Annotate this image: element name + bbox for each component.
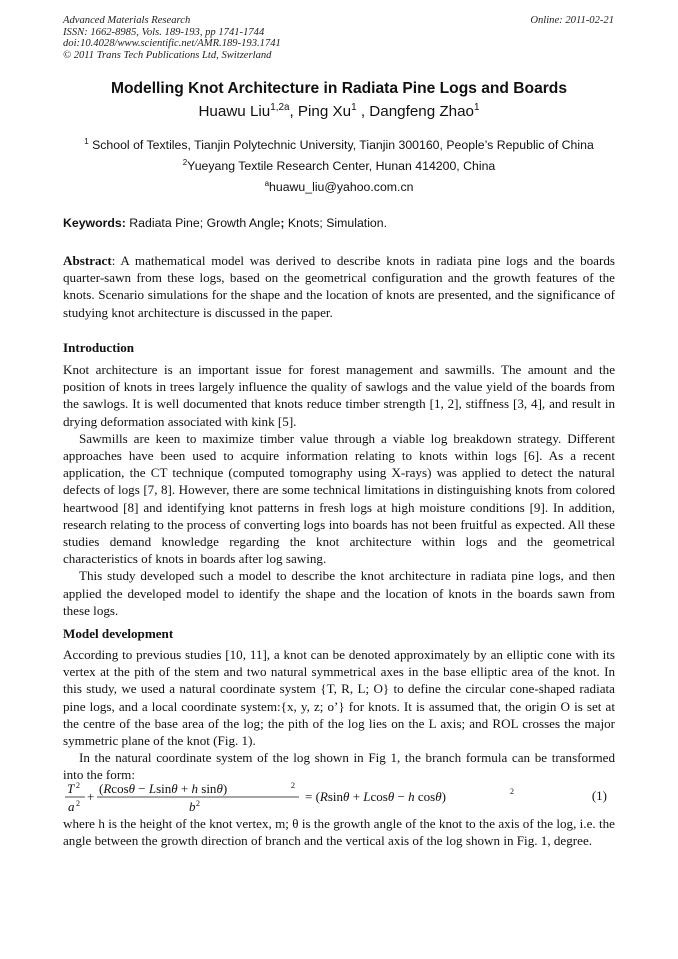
paragraph: Knot architecture is an important issue for forest management and sawmills. The amount and the position of knots in trees largely influence the quality of sawlogs and the value yield of the boards from the sawlogs. It is well documented that knots reduce timber strength [1, 2], stiffness [3, 4], and result in drying deformation associated with kink [5]. [63, 362, 615, 429]
issn-line: ISSN: 1662-8985, Vols. 189-193, pp 1741-1744 [63, 26, 265, 38]
keywords-label: Keywords: [63, 216, 126, 230]
author-list: Huawu Liu$^{1,2a}$, Ping Xu$^1$ , Dangfeng Zhao$^1$ [198, 101, 480, 120]
keywords: Keywords: Radiata Pine; Growth Angle; Knots; Simulation. [63, 216, 388, 230]
svg-text:T: T [67, 781, 75, 796]
svg-text:+: + [87, 789, 95, 804]
author-name: Ping Xu [297, 103, 352, 120]
paragraph: According to previous studies [10, 11], a knot can be denoted approximately by an elliptic cone with its vertex at the pith of the stem and two natural symmetrical axes in the base elliptic area of the knot. In this study, we used a natural coordinate system {T, R, L; O} to define the circular cone-shaped radiata pine logs, and a local coordinate system:{x, y, z; o’} for knots. It is assumed that, the origin O is set at the centre of the base area of the log; the pith of the log lies on the L axis; and ROL crosses the major symmetric plane of the knot (Fig. 1). [63, 647, 615, 749]
svg-text:(Rcosθ − Lsinθ + h sinθ): (Rcosθ − Lsinθ + h sinθ) [99, 781, 228, 796]
section-heading-introduction: Introduction [63, 340, 135, 355]
section-heading-model: Model development [63, 626, 174, 641]
equation-1 [63, 780, 615, 816]
abstract-label: Abstract [63, 253, 112, 268]
paragraph: This study developed such a model to describe the knot architecture in radiata pine logs, and then applied the developed model to identify the shape and the location of knots in the boards sawn from these logs. [63, 568, 615, 618]
paragraph: In the natural coordinate system of the log shown in Fig 1, the branch formula can be transformed into the form: [63, 750, 615, 783]
online-date: Online: 2011-02-21 [530, 15, 614, 26]
svg-text:2: 2 [196, 799, 200, 808]
author-sup: 1 [351, 101, 357, 113]
model-body-continued [63, 815, 615, 849]
author-email: $^a$huawu_liu@yahoo.com.cn [264, 178, 414, 194]
abstract [63, 252, 615, 321]
abstract-text: : A mathematical model was derived to describe knots in radiata pine logs and the boards quarter-sawn from these logs, based on the geometrical configuration and the growth features of the knots. Scenario simulations for the shape and the location of knots are presented, and the significance of studying knot architecture is discussed in the paper. [63, 253, 615, 320]
equation-number: (1) [591, 788, 607, 803]
author-sup: 1 [474, 101, 480, 113]
svg-text:a: a [68, 799, 75, 814]
journal-header [63, 15, 281, 61]
paper-title: Modelling Knot Architecture in Radiata Pine Logs and Boards [110, 80, 568, 97]
equation-formula [63, 780, 523, 816]
svg-text:= (Rsinθ + Lcosθ − h cosθ): = (Rsinθ + Lcosθ − h cosθ) [305, 789, 446, 804]
doi-line: doi:10.4028/www.scientific.net/AMR.189-193.1741 [63, 38, 281, 50]
paragraph: where h is the height of the knot vertex, m; θ is the growth angle of the knot to the axis of the log, i.e. the angle between the growth direction of branch and the vertical axis of the log shown in Fig. 1, degree. [63, 816, 615, 849]
model-body [63, 646, 615, 784]
affiliation-2: $^2$Yueyang Textile Research Center, Hunan 414200, China [182, 157, 496, 173]
svg-text:2: 2 [76, 781, 80, 790]
copyright-line: © 2011 Trans Tech Publications Ltd, Switzerland [63, 49, 272, 61]
svg-text:2: 2 [510, 787, 514, 796]
author-sup: 1,2a [270, 101, 290, 113]
journal-name: Advanced Materials Research [63, 15, 191, 26]
affiliation-1: $^1$ School of Textiles, Tianjin Polytechnic University, Tianjin 300160, People’s Republic of China [84, 136, 594, 152]
paragraph: Sawmills are keen to maximize timber value through a viable log breakdown strategy. Different approaches have been used to acquire information relating to knots within logs [6]. As a recent application, the CT technique (computed tomography using X-rays) was applied to detect the natural defects of logs [7, 8]. However, there are some technical limitations in distinguishing knots from colored heartwood [8] and identifying knot patterns in fresh logs at high moisture conditions [9]. In addition, research relating to the process of converting logs into boards has not been fruitful as expected. All these studies demand knowledge regarding the knot architecture within logs and the geometrical characteristics of knots in boards after log sawing. [63, 430, 615, 567]
author-name: Dangfeng Zhao [369, 103, 475, 120]
svg-text:2: 2 [76, 799, 80, 808]
svg-text:b: b [189, 799, 196, 814]
svg-text:2: 2 [291, 781, 295, 790]
author-name: Huawu Liu [198, 103, 271, 120]
introduction-body [63, 361, 615, 619]
